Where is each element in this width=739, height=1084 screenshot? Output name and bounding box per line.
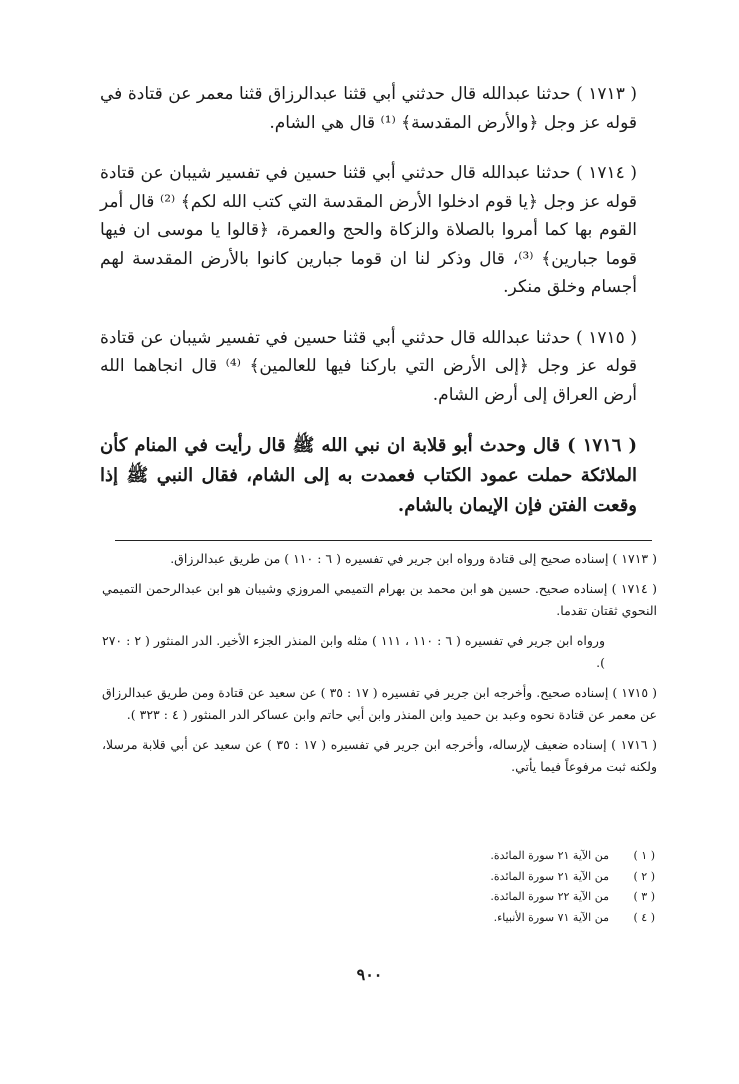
footnote-text: من الآية ٢١ سورة المائدة.	[490, 869, 609, 883]
footnote-text: من الآية ٧١ سورة الأنبياء.	[493, 910, 609, 924]
footnote-number: ( ١ )	[633, 849, 655, 862]
footnote-row	[395, 867, 655, 888]
hadith-1715: ( ١٧١٥ ) حدثنا عبدالله قال حدثني أبي قثنا حسين في تفسير شيبان عن قتادة قوله عز وجل ﴿إلى الأرض التي باركنا فيها للعالمين﴾ ⁽⁴⁾ قال انجاهما الله أرض العراق إلى أرض الشام.	[100, 327, 637, 405]
hadith-1714: ( ١٧١٤ ) حدثنا عبدالله قال حدثني أبي قثنا حسين في تفسير شيبان عن قتادة قوله عز وجل ﴿يا قوم ادخلوا الأرض المقدسة التي كتب الله لكم﴾ ⁽²⁾ قال أمر القوم بها كما أمروا بالصلاة والزكاة والحج والعمرة، ﴿قالوا يا موسى ان فيها قوما جبارين﴾ ⁽³⁾، قال وذكر لنا ان قوما جبارين كانوا بالأرض المقدسة لهم أجسام وخلق منكر.	[100, 163, 637, 297]
footnote-row	[395, 846, 655, 867]
page-number: ٩٠٠	[356, 965, 383, 984]
verse-footnotes	[395, 846, 655, 928]
note-1714-continued: ورواه ابن جرير في تفسيره ( ٦ : ١١٠ ، ١١١ ) مثله وابن المنذر الجزء الأخير. الدر المنثور ( ٢ : ٢٧٠ ).	[102, 633, 605, 670]
footnote-text: من الآية ٢١ سورة المائدة.	[490, 849, 609, 862]
notes-divider	[115, 540, 652, 541]
hadith-1713: ( ١٧١٣ ) حدثنا عبدالله قال حدثني أبي قثنا عبدالرزاق قثنا معمر عن قتادة في قوله عز وجل ﴿والأرض المقدسة﴾ ⁽¹⁾ قال هي الشام.	[100, 84, 638, 133]
footnote-row	[395, 887, 655, 908]
footnote-text: من الآية ٢٢ سورة المائدة.	[490, 890, 609, 903]
footnote-number: ( ٣ )	[633, 890, 655, 903]
note-1714: ( ١٧١٤ ) إسناده صحيح. حسين هو ابن محمد بن بهرام التميمي المروزي وشيبان هو ابن عبدالرحمن التميمي النحوي ثقتان تقدما.	[102, 581, 657, 618]
commentary-notes	[102, 548, 657, 786]
footnote-row	[395, 908, 655, 929]
note-1715: ( ١٧١٥ ) إسناده صحيح. وأخرجه ابن جرير في تفسيره ( ١٧ : ٣٥ ) عن سعيد عن قتادة ومن طريق عبدالرزاق عن معمر عن قتادة نحوه وعبد بن حميد وابن المنذر وابن أبي حاتم وابن عساكر الدر المنثور ( ٤ : ٣٢٣ ).	[102, 685, 657, 722]
note-1713: ( ١٧١٣ ) إسناده صحيح إلى قتادة ورواه ابن جرير في تفسيره ( ٦ : ١١٠ ) من طريق عبدالرزاق.	[170, 551, 657, 566]
footnote-number: ( ٢ )	[633, 869, 655, 883]
hadith-1716: ( ١٧١٦ ) قال وحدث أبو قلابة ان نبي الله ﷺ قال رأيت في المنام كأن الملائكة حملت عمود الكتاب فعمدت به إلى الشام، فقال النبي ﷺ إذا وقعت الفتن فإن الإيمان بالشام.	[100, 435, 637, 516]
footnote-number: ( ٤ )	[633, 910, 655, 924]
note-1716: ( ١٧١٦ ) إسناده ضعيف لإرساله، وأخرجه ابن جرير في تفسيره ( ١٧ : ٣٥ ) عن سعيد عن أبي قلابة مرسلا، ولكنه ثبت مرفوعاً فيما يأتي.	[102, 737, 657, 774]
hadith-text-block	[100, 80, 637, 543]
